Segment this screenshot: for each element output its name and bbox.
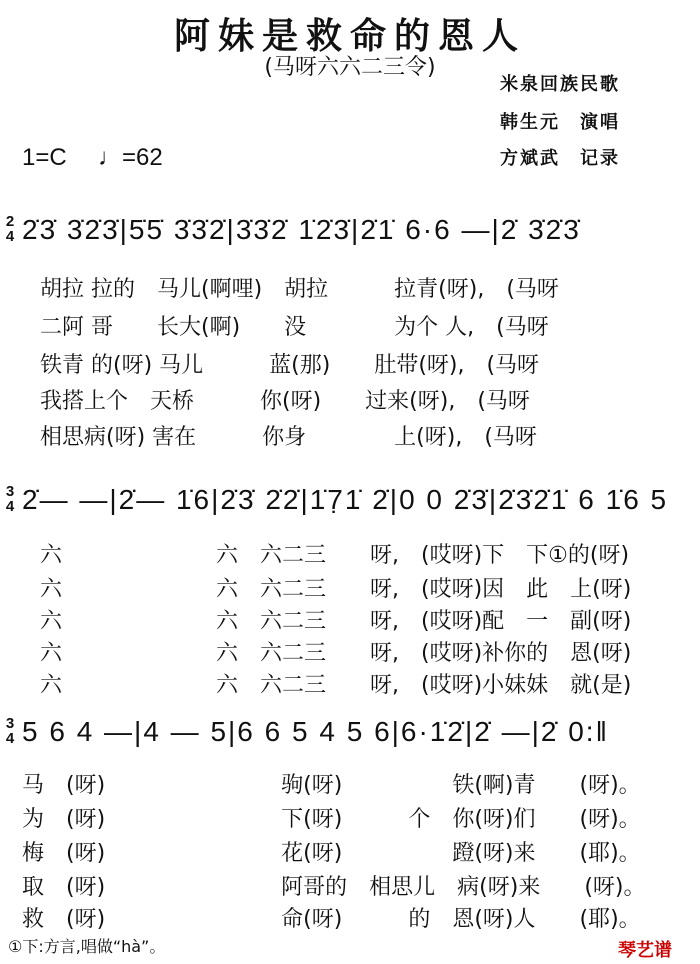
lyric-verse-2: 为 (呀) 下(呀) 个 你(呀)们 (呀)。 [22, 807, 641, 832]
time-signature [4, 214, 16, 244]
lyric-verse-3: 梅 (呀) 花(呀) 蹬(呀)来 (耶)。 [22, 841, 641, 866]
credit-recorder: 方斌武 记录 [500, 148, 620, 169]
song-title: 阿妹是救命的恩人 [173, 16, 526, 57]
lyric-verse-5: 相思病(呀) 害在 你身 上(呀), (马呀 [40, 425, 537, 450]
time-signature [4, 716, 16, 746]
notation-line: 2̇— —|2̇— 1̇6|2̇3̇ 2̇2̇|1̇7̣1̇ 2̇|0 0 2̇3̇|2̇3̇2̇1̇ 6 1̇6 5 [22, 484, 669, 515]
credit-origin: 米泉回族民歌 [500, 74, 620, 95]
lyric-verse-3: 六 六 六二三 呀, (哎呀)配 一 副(呀) [40, 609, 632, 634]
time-signature-top: 3 [5, 715, 15, 732]
lyric-verse-2: 六 六 六二三 呀, (哎呀)因 此 上(呀) [40, 577, 632, 602]
time-signature-bottom: 4 [5, 228, 15, 245]
lyric-verse-1: 胡拉 拉的 马儿(啊哩) 胡拉 拉青(呀), (马呀 [40, 277, 559, 302]
lyric-verse-1: 马 (呀) 驹(呀) 铁(啊)青 (呀)。 [22, 773, 641, 798]
lyric-verse-4: 六 六 六二三 呀, (哎呀)补你的 恩(呀) [40, 641, 632, 666]
lyric-verse-1: 六 六 六二三 呀, (哎呀)下 下①的(呀) [40, 543, 630, 568]
footnote: ①下:方言,唱做“hà”。 [8, 937, 166, 956]
lyric-verse-4: 取 (呀) 阿哥的 相思儿 病(呀)来 (呀)。 [22, 875, 646, 900]
time-signature-top: 3 [5, 483, 15, 500]
time-signature-bottom: 4 [5, 498, 15, 515]
tempo-marking: ♩=62 [98, 144, 163, 171]
time-signature-bottom: 4 [5, 730, 15, 747]
lyric-verse-3: 铁青 的(呀) 马儿 蓝(那) 肚带(呀), (马呀 [40, 353, 540, 378]
credit-singer: 韩生元 演唱 [500, 112, 620, 133]
time-signature-top: 2 [5, 213, 15, 230]
song-subtitle: (马呀六六二三令) [264, 55, 436, 80]
key-signature: 1=C [22, 144, 67, 171]
lyric-verse-2: 二阿 哥 长大(啊) 没 为个 人, (马呀 [40, 315, 549, 340]
lyric-verse-5: 六 六 六二三 呀, (哎呀)小妹妹 就(是) [40, 673, 632, 698]
lyric-verse-5: 救 (呀) 命(呀) 的 恩(呀)人 (耶)。 [22, 907, 641, 932]
notation-line: 2̇3̇ 3̇2̇3̇|5̇5̇ 3̇3̇2̇|3̇3̇2̇ 1̇2̇3̇|2̇1̇ 6·6 —|2̇ 3̇2̇3̇ [22, 214, 581, 245]
lyric-verse-4: 我搭上个 天桥 你(呀) 过来(呀), (马呀 [40, 389, 530, 414]
time-signature [4, 484, 16, 514]
site-logo: 琴艺谱 [618, 940, 672, 961]
notation-line: 5 6 4 —|4 — 5|6 6 5 4 5 6|6·1̇2̇|2̇ —|2̇ 0:‖ [22, 716, 610, 747]
